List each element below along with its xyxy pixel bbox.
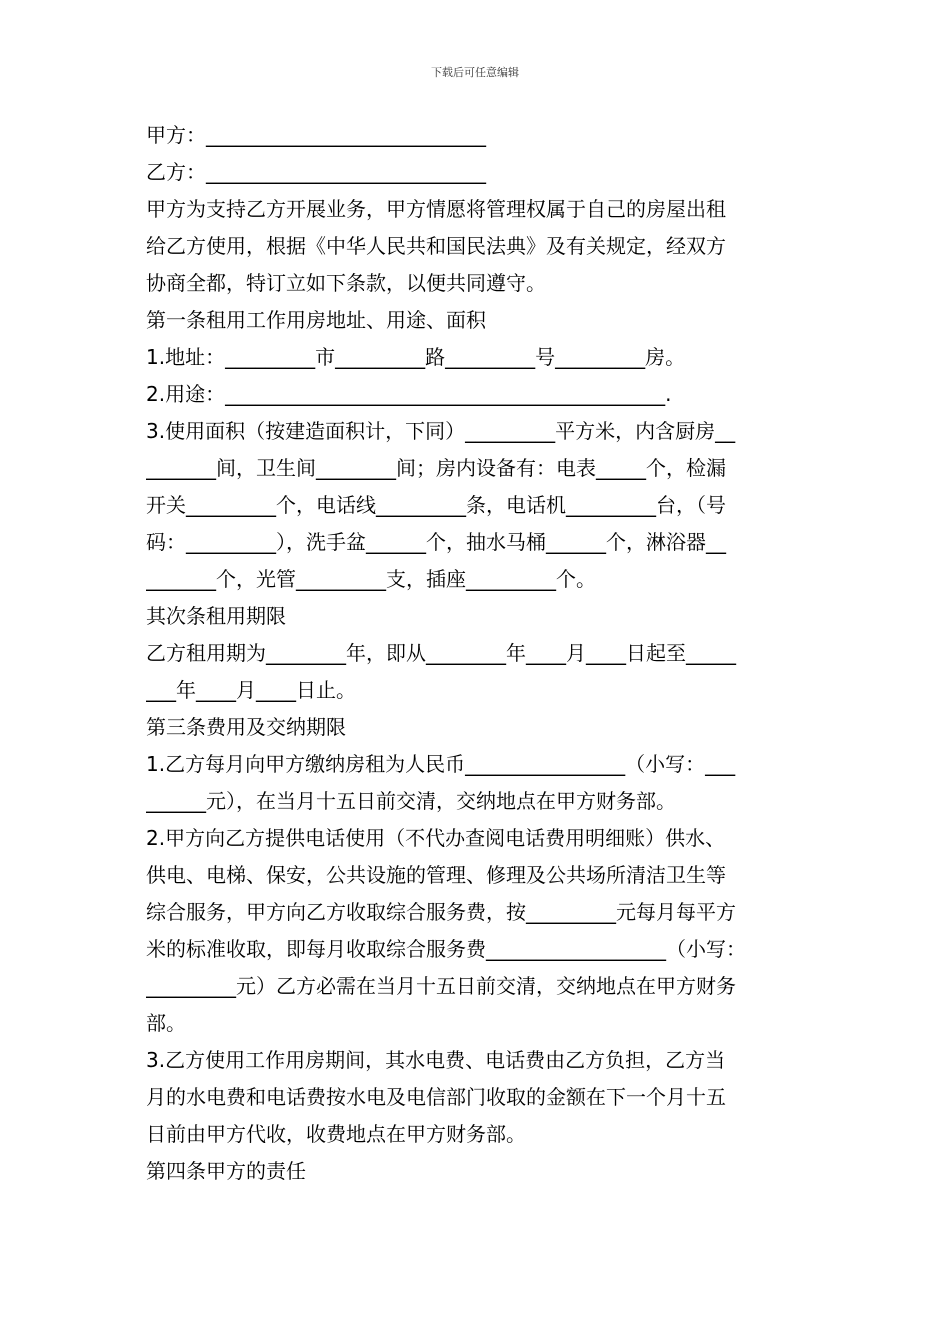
preamble-line: 给乙方使用，根据《中华人民共和国民法典》及有关规定，经双方	[146, 234, 726, 258]
service-fee-line: 供电、电梯、保安，公共设施的管理、修理及公共场所清洁卫生等	[146, 863, 726, 887]
service-fee-line: 综合服务，甲方向乙方收取综合服务费，按_________元每月每平方	[146, 900, 736, 924]
area-line: 开关_________个，电话线_________条，电话机_________台，（号	[146, 493, 726, 517]
area-line: _______间，卫生间________间；房内设备有：电表_____个，检漏	[146, 456, 726, 480]
rent-line: ______元），在当月十五日前交清，交纳地点在甲方财务部。	[146, 789, 676, 813]
rent-line: 1.乙方每月向甲方缴纳房租为人民币________________（小写：___	[146, 752, 736, 776]
area-line: _______个，光管_________支，插座_________个。	[146, 567, 596, 591]
article-2-heading: 其次条租用期限	[146, 604, 286, 628]
contract-body	[146, 117, 812, 1190]
service-fee-line: 2.甲方向乙方提供电话使用（不代办查阅电话费用明细账）供水、	[146, 826, 726, 850]
address-line: 1.地址：_________市_________路_________号_________房。	[146, 345, 686, 369]
party-b-line: 乙方：____________________________	[146, 160, 486, 184]
area-line: 码：_________），洗手盆______个，抽水马桶______个，淋浴器__	[146, 530, 726, 554]
utilities-line: 3.乙方使用工作用房期间，其水电费、电话费由乙方负担，乙方当	[146, 1048, 726, 1072]
article-4-heading: 第四条甲方的责任	[146, 1159, 306, 1183]
term-line: 乙方租用期为________年，即从________年____月____日起至_____	[146, 641, 736, 665]
preamble-line: 甲方为支持乙方开展业务，甲方情愿将管理权属于自己的房屋出租	[146, 197, 726, 221]
area-line: 3.使用面积（按建造面积计，下同）_________平方米，内含厨房__	[146, 419, 736, 443]
service-fee-line: 米的标准收取，即每月收取综合服务费__________________（小写：	[146, 937, 746, 961]
utilities-line: 日前由甲方代收，收费地点在甲方财务部。	[146, 1122, 526, 1146]
term-line: ___年____月____日止。	[146, 678, 356, 702]
article-1-heading: 第一条租用工作用房地址、用途、面积	[146, 308, 486, 332]
utilities-line: 月的水电费和电话费按水电及电信部门收取的金额在下一个月十五	[146, 1085, 726, 1109]
service-fee-line: 部。	[146, 1011, 186, 1035]
usage-line: 2.用途：____________________________________________.	[146, 382, 672, 406]
preamble-line: 协商全都，特订立如下条款，以便共同遵守。	[146, 271, 546, 295]
service-fee-line: _________元）乙方必需在当月十五日前交清，交纳地点在甲方财务	[146, 974, 736, 998]
article-3-heading: 第三条费用及交纳期限	[146, 715, 346, 739]
page-header-note: 下载后可任意编辑	[431, 66, 519, 79]
party-a-line: 甲方：____________________________	[146, 123, 486, 147]
